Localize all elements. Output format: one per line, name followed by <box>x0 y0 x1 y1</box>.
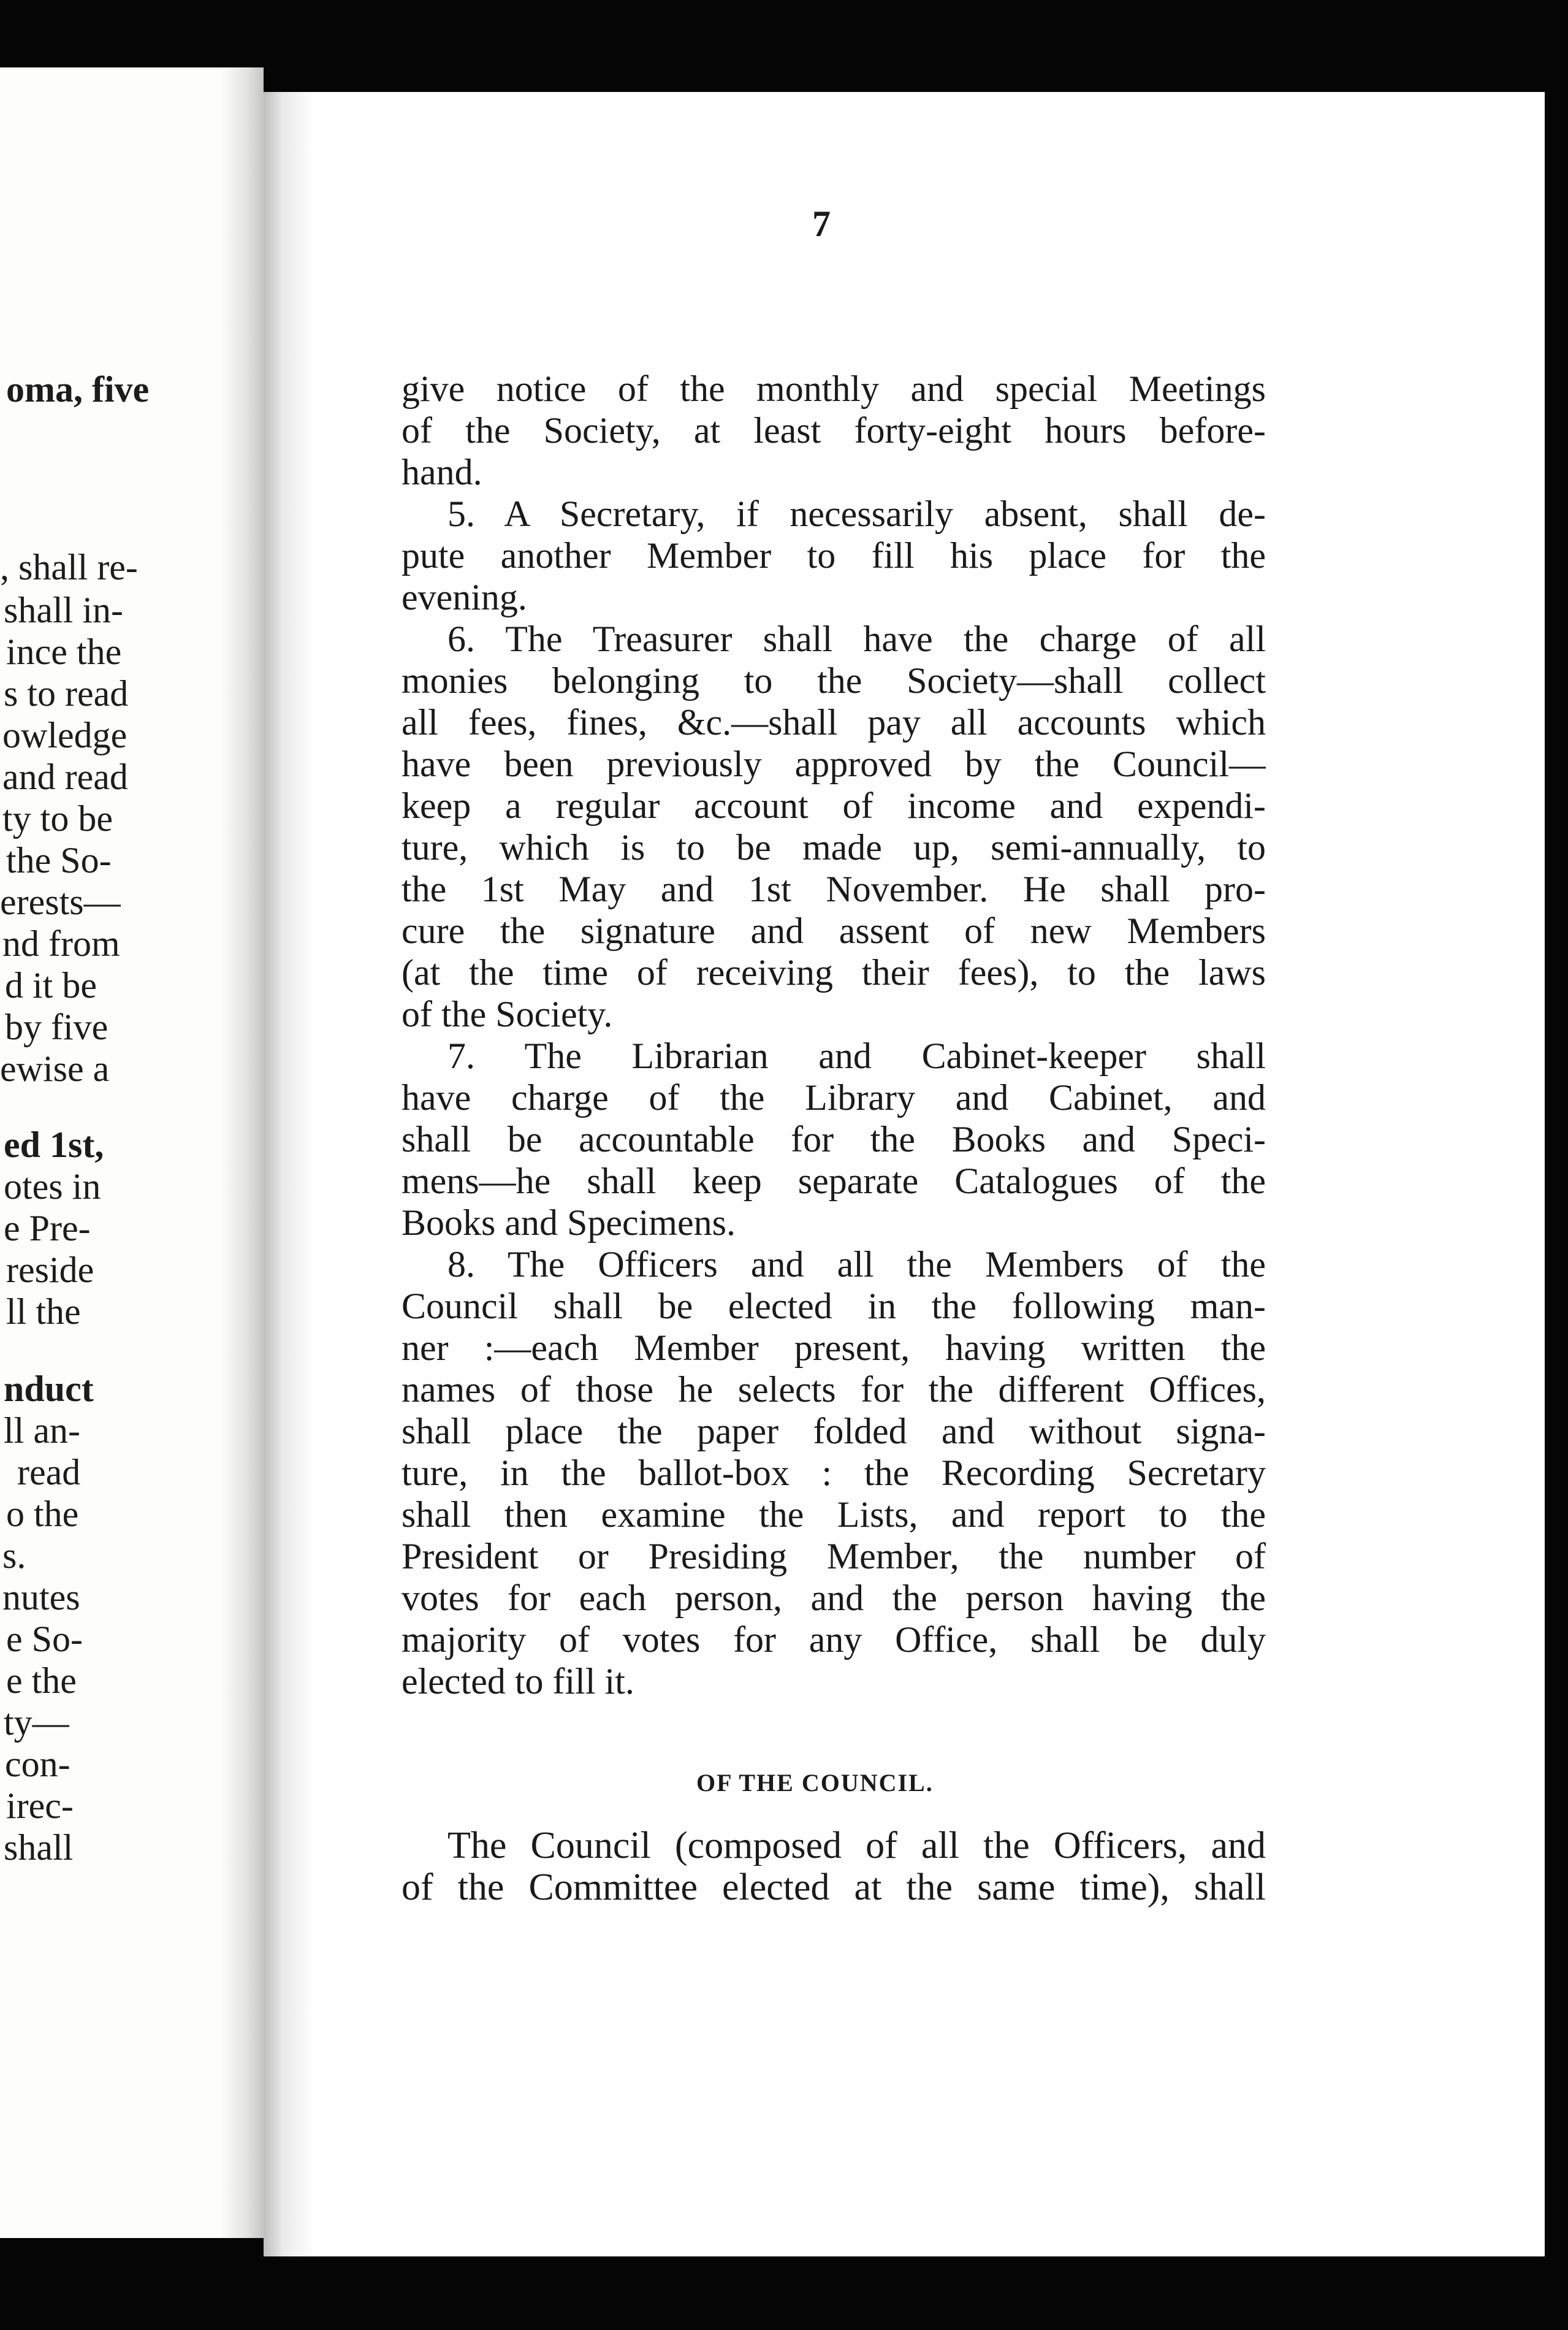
left-fragment: oma, five <box>6 369 150 410</box>
text-line: (at the time of receiving their fees), to the laws <box>402 952 1266 993</box>
left-fragment: , shall re- <box>0 547 138 587</box>
left-fragment: ty— <box>4 1702 69 1743</box>
left-fragment: nd from <box>2 923 120 964</box>
left-fragment: by five <box>5 1007 108 1047</box>
text-line: ture, in the ballot-box : the Recording Secretary <box>402 1453 1266 1493</box>
left-fragment: otes in <box>4 1166 101 1207</box>
text-line: have been previously approved by the Council— <box>402 744 1266 784</box>
spine-shadow <box>264 92 313 2256</box>
text-line: The Council (composed of all the Officers, and <box>447 1825 1266 1866</box>
text-line: pute another Member to fill his place for the <box>402 535 1266 576</box>
text-line: monies belonging to the Society—shall collect <box>402 660 1266 701</box>
left-fragment: e the <box>6 1660 77 1701</box>
left-fragment: ince the <box>6 632 122 672</box>
text-line: shall place the paper folded and without signa- <box>402 1411 1266 1451</box>
left-facing-page <box>0 67 264 2238</box>
body-text <box>402 368 1266 1702</box>
text-line: of the Committee elected at the same time), shall <box>402 1866 1266 1908</box>
left-fragment: ewise a <box>0 1048 110 1089</box>
text-line: Council shall be elected in the following man- <box>402 1286 1266 1326</box>
text-line: ture, which is to be made up, semi-annually, to <box>402 827 1266 868</box>
left-fragment: e So- <box>6 1619 83 1659</box>
text-line: evening. <box>402 577 527 617</box>
left-fragment: shall in- <box>4 590 123 630</box>
text-line: hand. <box>402 452 482 492</box>
text-line: names of those he selects for the different Offices, <box>402 1369 1266 1410</box>
text-line: keep a regular account of income and expendi- <box>402 785 1266 826</box>
left-fragment: ll the <box>6 1291 81 1332</box>
text-line: have charge of the Library and Cabinet, and <box>402 1077 1266 1118</box>
text-line: 8. The Officers and all the Members of the <box>447 1244 1266 1285</box>
left-fragment: and read <box>2 757 128 797</box>
text-line: the 1st May and 1st November. He shall pro- <box>402 869 1266 909</box>
left-fragment: d it be <box>5 965 97 1006</box>
text-line: President or Presiding Member, the number of <box>402 1536 1266 1576</box>
left-fragment: s to read <box>4 673 129 714</box>
text-line: shall be accountable for the Books and Speci- <box>402 1119 1266 1159</box>
text-line: cure the signature and assent of new Members <box>402 911 1266 951</box>
left-fragment: ll an- <box>4 1410 80 1451</box>
text-line: of the Society. <box>402 994 613 1034</box>
left-fragment: ed 1st, <box>4 1125 104 1165</box>
text-line: 5. A Secretary, if necessarily absent, shall de- <box>447 494 1266 534</box>
text-line: majority of votes for any Office, shall be duly <box>402 1619 1266 1660</box>
left-fragment: ty to be <box>2 798 113 839</box>
left-fragment: e Pre- <box>4 1208 91 1248</box>
text-line: 6. The Treasurer shall have the charge of all <box>447 619 1266 659</box>
text-line: votes for each person, and the person having the <box>402 1578 1266 1618</box>
text-line: mens—he shall keep separate Catalogues of the <box>402 1161 1266 1201</box>
text-line: of the Society, at least forty-eight hours before- <box>402 410 1266 451</box>
left-fragment: shall <box>4 1827 74 1868</box>
left-fragment: owledge <box>2 715 127 755</box>
council-paragraph <box>402 1824 1266 1908</box>
text-line: shall then examine the Lists, and report to the <box>402 1494 1266 1535</box>
text-line: ner :—each Member present, having written the <box>402 1327 1266 1368</box>
left-fragment: reside <box>6 1250 94 1290</box>
text-line: Books and Specimens. <box>402 1202 736 1243</box>
left-fragment: s. <box>2 1535 26 1576</box>
text-line: elected to fill it. <box>402 1661 634 1702</box>
left-fragment: read <box>17 1452 81 1492</box>
left-fragment: nduct <box>4 1369 94 1409</box>
left-fragment: o the <box>6 1494 79 1534</box>
gutter-shadow <box>221 67 264 2238</box>
left-fragment: irec- <box>6 1786 74 1826</box>
left-fragment: nutes <box>2 1577 80 1618</box>
text-line: all fees, fines, &c.—shall pay all accounts which <box>402 702 1266 743</box>
text-line: 7. The Librarian and Cabinet-keeper shall <box>447 1036 1266 1076</box>
section-heading: OF THE COUNCIL. <box>696 1769 934 1797</box>
left-fragment: the So- <box>6 840 112 880</box>
text-line: give notice of the monthly and special Meetings <box>402 369 1266 409</box>
page-number: 7 <box>812 204 831 244</box>
left-fragment: erests— <box>0 882 121 922</box>
left-fragment: con- <box>5 1744 70 1784</box>
